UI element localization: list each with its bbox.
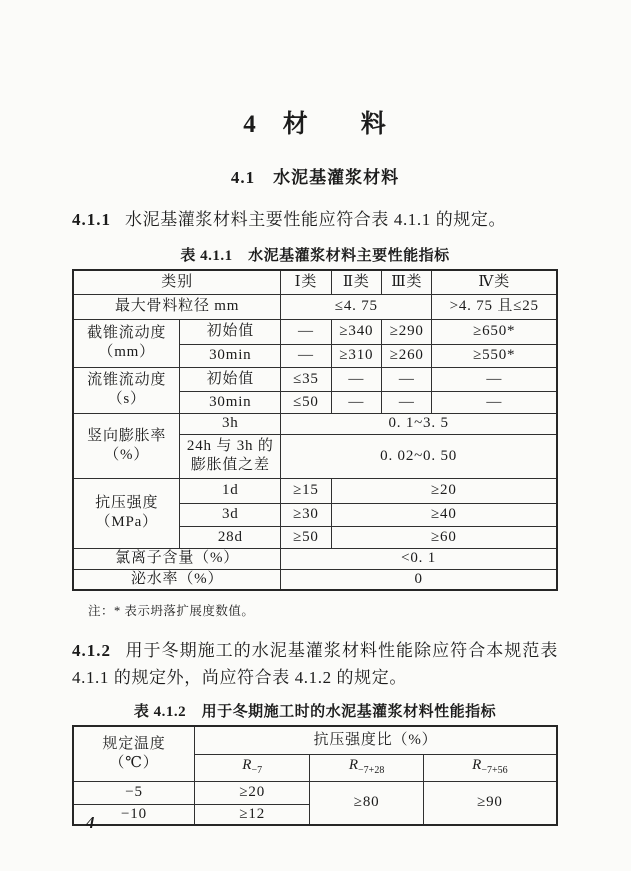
clause-4-1-1-text: 水泥基灌浆材料主要性能应符合表 4.1.1 的规定。 (125, 210, 507, 229)
cone-init-label: 初始值 (180, 319, 281, 344)
r-symbol: R (472, 756, 482, 773)
header-class-4: Ⅳ类 (432, 270, 557, 294)
compressive-28d-c1: ≥50 (281, 526, 331, 548)
compressive-1d-c1: ≥15 (281, 478, 331, 503)
table-1-note: 注：* 表示坍落扩展度数值。 (88, 604, 255, 618)
chloride-label: 氯离子含量（%） (73, 548, 281, 569)
table-row (73, 478, 557, 503)
table-1-caption: 表 4.1.1 水泥基灌浆材料主要性能指标 (180, 248, 450, 264)
aggregate-label: 最大骨料粒径 mm (73, 294, 281, 319)
r7-value-minus5: ≥20 (194, 781, 309, 804)
cone-init-c4: ≥650* (432, 319, 557, 344)
temperature-unit: （℃） (109, 754, 159, 771)
cone-flow-unit: （mm） (98, 344, 155, 360)
cone-init-c3: ≥290 (382, 319, 432, 344)
clause-4-1-1 (72, 206, 558, 233)
table-row (73, 270, 557, 294)
compressive-1d-rest: ≥20 (331, 478, 557, 503)
r-subscript: −7 (251, 764, 263, 776)
compressive-28d-rest: ≥60 (331, 526, 557, 548)
expansion-label (73, 413, 180, 478)
r7-value-minus10: ≥12 (194, 804, 309, 825)
strength-ratio-header: 抗压强度比（%） (194, 726, 557, 754)
flowcone-30min-label: 30min (180, 391, 281, 413)
clause-4-1-2-text: 用于冬期施工的水泥基灌浆材料性能除应符合本规范表 4.1.1 的规定外，尚应符合表 4.1.2 的规定。 (72, 641, 558, 687)
header-r-minus7-plus56 (423, 754, 557, 781)
temp-minus10: −10 (73, 804, 194, 825)
temperature-header (73, 726, 194, 781)
table-2-caption: 表 4.1.2 用于冬期施工时的水泥基灌浆材料性能指标 (133, 704, 497, 720)
compressive-3d-label: 3d (180, 503, 281, 526)
cone-30min-c3: ≥260 (382, 344, 432, 367)
flowcone-30min-c4: — (432, 391, 557, 413)
bleeding-label: 泌水率（%） (73, 569, 281, 590)
cone-init-c1: — (281, 319, 331, 344)
r-symbol: R (348, 756, 359, 773)
flowcone-30min-c1: ≤50 (281, 391, 331, 413)
clause-4-1-1-number: 4.1.1 (72, 210, 111, 229)
cone-30min-c1: — (281, 344, 331, 367)
table-row (73, 413, 557, 434)
header-class-3: Ⅲ类 (382, 270, 432, 294)
expansion-3h-label: 3h (180, 413, 281, 434)
expansion-24h-value: 0. 02~0. 50 (281, 434, 557, 478)
expansion-unit: （%） (104, 446, 150, 463)
r756-value: ≥90 (423, 781, 557, 825)
expansion-name: 竖向膨胀率 (87, 427, 167, 444)
table-row (73, 569, 557, 590)
expansion-24h-label: 24h 与 3h 的膨胀值之差 (180, 434, 281, 478)
cone-flow-name: 截锥流动度 (87, 325, 167, 341)
table-row (73, 367, 557, 391)
compressive-3d-rest: ≥40 (331, 503, 557, 526)
aggregate-value-1-3: ≤4. 75 (281, 294, 432, 319)
compressive-label (73, 478, 180, 548)
header-category: 类别 (73, 270, 281, 294)
table-4-1-2 (72, 725, 558, 826)
flowcone-name: 流锥流动度 (87, 372, 167, 388)
cone-30min-c4: ≥550* (432, 344, 557, 367)
r-subscript: −7+56 (481, 764, 508, 776)
header-class-2: Ⅱ类 (331, 270, 381, 294)
table-row (73, 781, 557, 804)
flowcone-init-c1: ≤35 (281, 367, 331, 391)
clause-4-1-2 (72, 637, 558, 691)
expansion-3h-value: 0. 1~3. 5 (281, 413, 557, 434)
flowcone-label (73, 367, 180, 413)
flowcone-30min-c3: — (382, 391, 432, 413)
table-row (73, 294, 557, 319)
flowcone-init-label: 初始值 (180, 367, 281, 391)
header-r-minus7 (194, 754, 309, 781)
chloride-value: <0. 1 (281, 548, 557, 569)
compressive-unit: （MPa） (95, 514, 158, 530)
flowcone-unit: （s） (107, 391, 146, 407)
page-number: 4 (86, 813, 95, 832)
cone-30min-label: 30min (180, 344, 281, 367)
r-symbol: R (242, 756, 252, 773)
flowcone-init-c3: — (382, 367, 432, 391)
bleeding-value: 0 (281, 569, 557, 590)
header-r-minus7-plus28 (310, 754, 423, 781)
r728-value: ≥80 (310, 781, 423, 825)
cone-init-c2: ≥340 (331, 319, 381, 344)
table-row (73, 726, 557, 754)
aggregate-value-4: >4. 75 且≤25 (432, 294, 557, 319)
table-row (73, 548, 557, 569)
flowcone-init-c2: — (331, 367, 381, 391)
compressive-3d-c1: ≥30 (281, 503, 331, 526)
section-heading: 4.1 水泥基灌浆材料 (230, 168, 400, 187)
cone-30min-c2: ≥310 (331, 344, 381, 367)
clause-4-1-2-number: 4.1.2 (72, 641, 111, 660)
compressive-name: 抗压强度 (95, 495, 159, 511)
flowcone-30min-c2: — (331, 391, 381, 413)
header-class-1: Ⅰ类 (281, 270, 331, 294)
compressive-1d-label: 1d (180, 478, 281, 503)
page-content (72, 0, 558, 826)
cone-flow-label (73, 319, 180, 367)
table-row (73, 319, 557, 344)
table-4-1-1 (72, 269, 558, 591)
compressive-28d-label: 28d (180, 526, 281, 548)
temp-minus5: −5 (73, 781, 194, 804)
chapter-heading: 4 材 料 (243, 111, 387, 138)
temperature-name: 规定温度 (102, 735, 166, 752)
flowcone-init-c4: — (432, 367, 557, 391)
r-subscript: −7+28 (358, 764, 385, 776)
